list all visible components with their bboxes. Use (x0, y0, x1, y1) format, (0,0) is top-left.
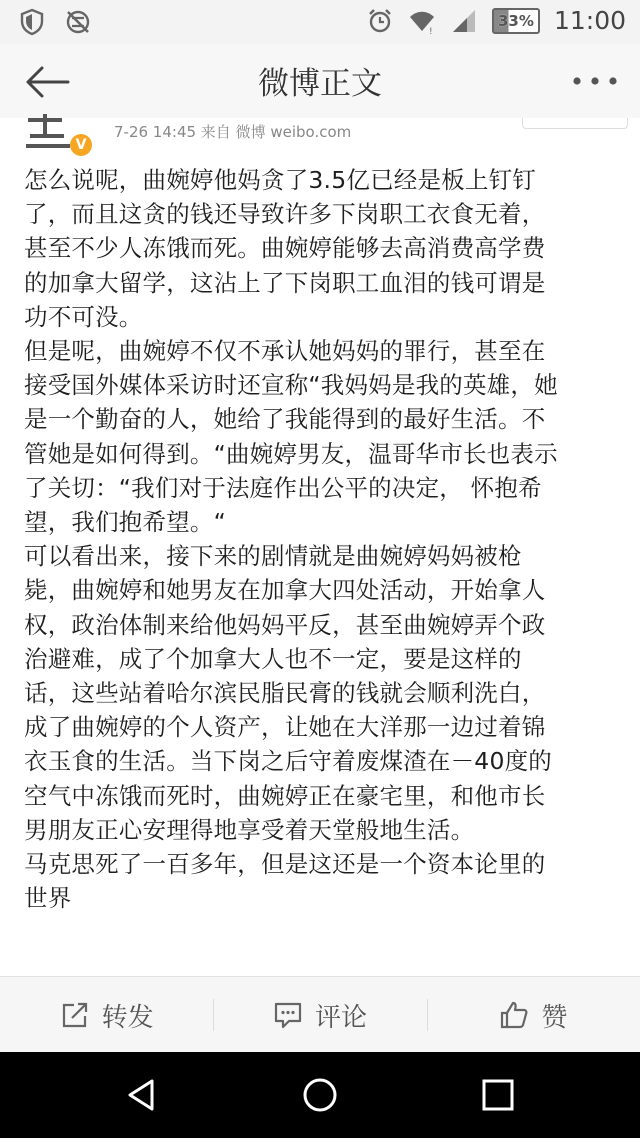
nav-recents-icon[interactable] (480, 1077, 516, 1113)
post-meta (0, 118, 640, 160)
like-label: 赞 (541, 1002, 568, 1033)
post-line: 了关切：“我们对于法庭作出公平的决定， 怀抱希 (24, 473, 542, 502)
post-line: 可以看出来，接下来的剧情就是曲婉婷妈妈被枪 (24, 542, 522, 571)
post-time-source: 7-26 14:45 来自 微博 weibo.com (114, 123, 352, 141)
post-line: 管她是如何得到。“曲婉婷男友，温哥华市长也表示 (24, 439, 558, 468)
like-button[interactable] (427, 977, 640, 1053)
repost-button[interactable] (0, 977, 213, 1053)
action-bar (0, 976, 640, 1053)
system-nav-bar (0, 1052, 640, 1138)
shield-icon (18, 8, 46, 36)
post-line: 接受国外媒体采访时还宣称“我妈妈是我的英雄，她 (24, 371, 558, 400)
repost-icon (60, 1000, 90, 1030)
no-sync-icon (64, 8, 92, 36)
post-line: 权，政治体制来给他妈妈平反，甚至曲婉婷弄个政 (24, 610, 546, 639)
comment-label: 评论 (314, 1002, 367, 1033)
status-time: 11:00 (553, 6, 626, 35)
thumbs-up-icon (499, 1000, 529, 1030)
battery-level: 33% (498, 11, 534, 30)
repost-label: 转发 (101, 1002, 154, 1033)
wifi-icon (408, 7, 436, 35)
post-line: 望，我们抱希望。“ (24, 508, 226, 537)
comment-icon (273, 1000, 303, 1030)
post-line: 空气中冻饿而死时，曲婉婷正在豪宅里，和他市长 (24, 781, 546, 810)
title-bar (0, 44, 640, 118)
svg-text:!: ! (428, 26, 433, 35)
post-line: 怎么说呢，曲婉婷他妈贪了3.5亿已经是板上钉钉 (24, 166, 536, 194)
post-line: 但是呢，曲婉婷不仅不承认她妈妈的罪行，甚至在 (24, 337, 546, 366)
post-line: 世界 (24, 884, 72, 913)
signal-icon (450, 7, 478, 35)
nav-back-icon[interactable] (124, 1077, 160, 1113)
page-title: 微博正文 (258, 66, 382, 102)
verified-badge-icon: V (70, 134, 92, 156)
post-line: 成了曲婉婷的个人资产，让她在大洋那一边过着锦 (24, 713, 546, 742)
post-line: 话，这些站着哈尔滨民脂民膏的钱就会顺利洗白， (24, 679, 546, 708)
post-line: 治避难，成了个加拿大人也不一定，要是这样的 (24, 644, 522, 673)
post-line: 功不可没。 (24, 302, 143, 331)
comment-button[interactable] (213, 977, 426, 1053)
nav-home-icon[interactable] (302, 1077, 338, 1113)
battery-icon (492, 8, 540, 34)
post-line: 男朋友正心安理得地享受着天堂般地生活。 (24, 815, 475, 844)
post-line: 甚至不少人冻饿而死。曲婉婷能够去高消费高学费 (24, 234, 546, 263)
post-body (24, 163, 620, 915)
post-line: 衣玉食的生活。当下岗之后守着废煤渣在－40度的 (24, 747, 553, 776)
post-line: 毙，曲婉婷和她男友在加拿大四处活动，开始拿人 (24, 576, 546, 605)
status-bar (0, 0, 640, 44)
alarm-icon (366, 7, 394, 35)
post-line: 的加拿大留学，这沾上了下岗职工血泪的钱可谓是 (24, 268, 546, 297)
post-line: 马克思死了一百多年，但是这还是一个资本论里的 (24, 850, 546, 879)
post-line: 是一个勤奋的人，她给了我能得到的最好生活。不 (24, 405, 546, 434)
follow-button[interactable] (522, 118, 628, 129)
more-options-icon[interactable] (572, 74, 618, 88)
post-line: 了，而且这贪的钱还导致许多下岗职工衣食无着， (24, 200, 546, 229)
